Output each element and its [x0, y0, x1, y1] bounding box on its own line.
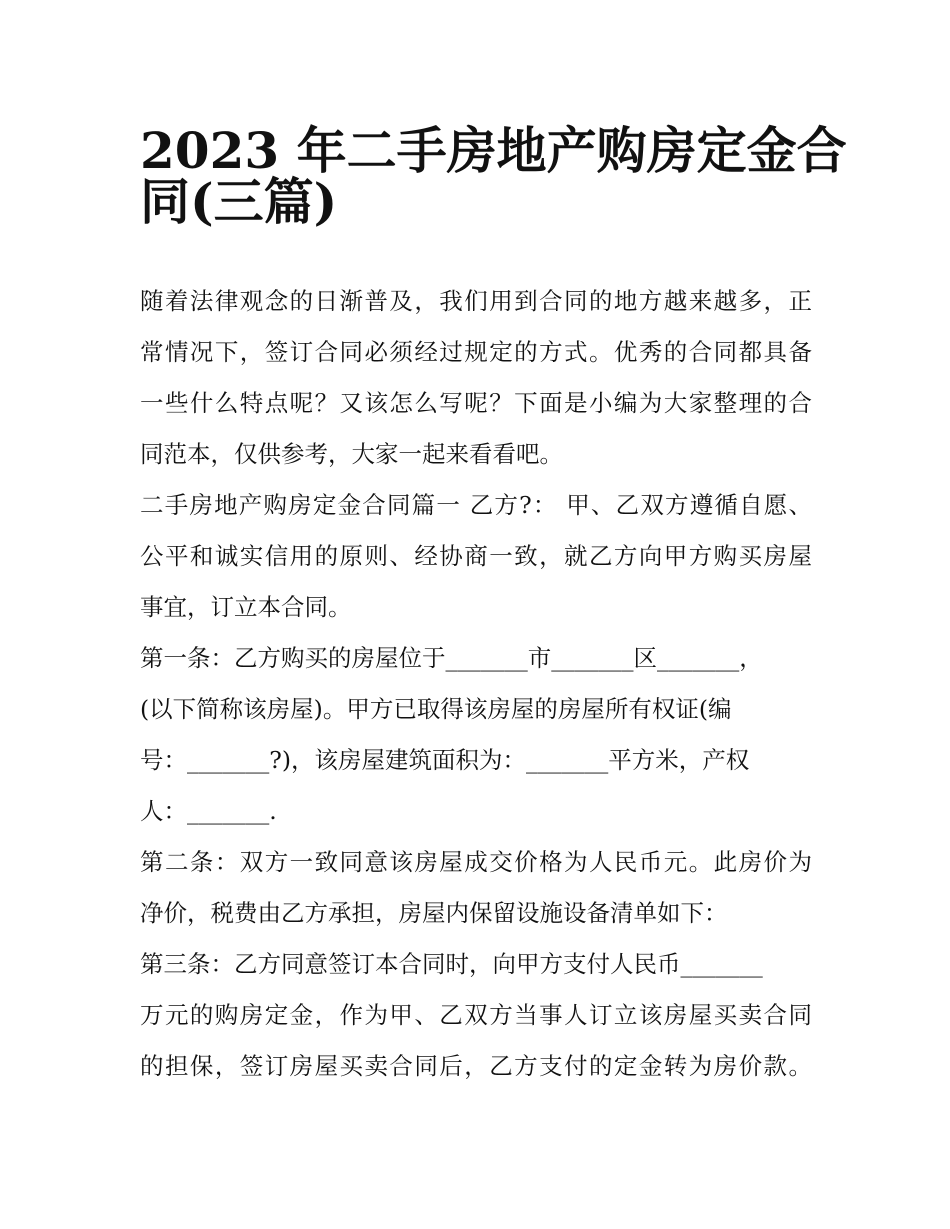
text-line: (以下简称该房屋)。甲方已取得该房屋的房屋所有权证(编 [140, 695, 732, 723]
document-body [140, 276, 812, 1092]
text-line: 万元的购房定金，作为甲、乙双方当事人订立该房屋买卖合同 [140, 1001, 812, 1029]
text-line: 第二条：双方一致同意该房屋成交价格为人民币元。此房价为 [140, 848, 812, 876]
text-line: 号：_______?)，该房屋建筑面积为：_______平方米，产权 [140, 746, 750, 774]
text-line: 事宜，订立本合同。 [140, 593, 352, 621]
title-line: 2023 年二手房地产购房定金合 [140, 121, 847, 180]
text-line: 随着法律观念的日渐普及，我们用到合同的地方越来越多，正 [140, 287, 812, 315]
text-line: 公平和诚实信用的原则、经协商一致，就乙方向甲方购买房屋 [140, 542, 812, 570]
text-line: 常情况下，签订合同必须经过规定的方式。优秀的合同都具备 [140, 338, 812, 366]
text-line: 净价，税费由乙方承担，房屋内保留设施设备清单如下： [140, 899, 728, 927]
text-line: 的担保，签订房屋买卖合同后，乙方支付的定金转为房价款。 [140, 1052, 812, 1080]
paragraph-article-2 [140, 837, 812, 939]
paragraph-section-one-intro [140, 480, 812, 633]
paragraph-article-3 [140, 939, 812, 1092]
text-line: 二手房地产购房定金合同篇一 乙方?： 甲、乙双方遵循自愿、 [140, 491, 812, 519]
document-title [140, 112, 847, 231]
text-line: 人：_______. [140, 797, 277, 825]
paragraph-intro [140, 276, 812, 480]
text-line: 第一条：乙方购买的房屋位于_______市_______区_______， [140, 644, 763, 672]
text-line: 一些什么特点呢？又该怎么写呢？下面是小编为大家整理的合 [140, 389, 812, 417]
title-line: 同(三篇) [140, 172, 338, 231]
text-line: 第三条：乙方同意签订本合同时，向甲方支付人民币_______ [140, 950, 763, 978]
paragraph-article-1 [140, 633, 812, 837]
text-line: 同范本，仅供参考，大家一起来看看吧。 [140, 440, 563, 468]
